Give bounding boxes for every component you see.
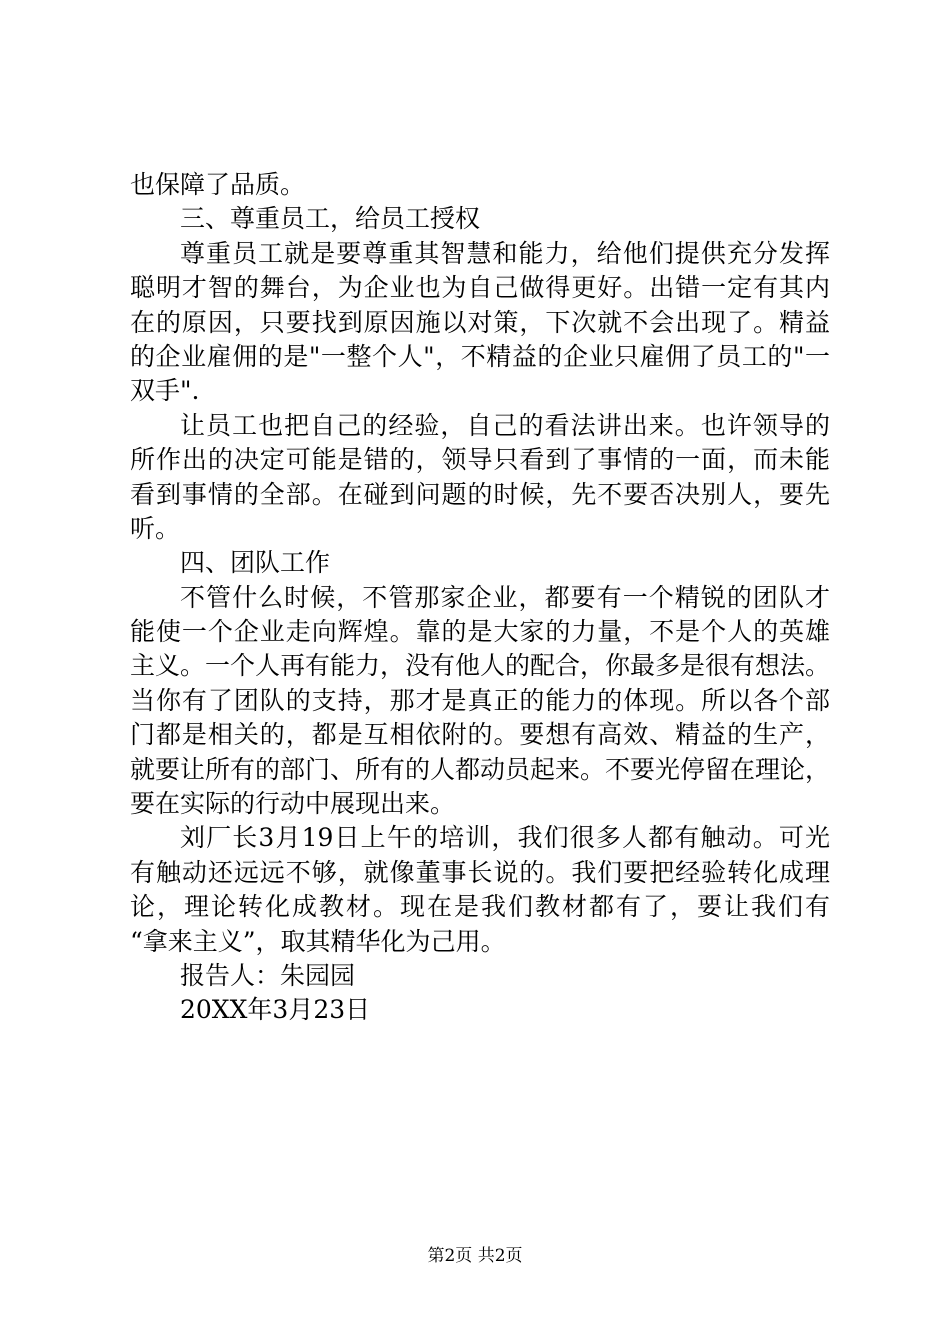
page-footer: 第2页 共2页 xyxy=(427,1246,523,1266)
text-line: 也保障了品质。 xyxy=(130,170,306,199)
text-line: 看到事情的全部。在碰到问题的时候，先不要否决别人，要先 xyxy=(130,479,830,509)
text-line: 论，理论转化成教材。现在是我们教材都有了，要让我们有 xyxy=(130,892,830,922)
text-line: 报告人：朱园园 xyxy=(180,960,356,990)
text-line: 聪明才智的舞台，为企业也为自己做得更好。出错一定有其内 xyxy=(130,273,830,303)
text-line: 三、尊重员工，给员工授权 xyxy=(180,204,481,234)
text-line: 让员工也把自己的经验，自己的看法讲出来。也许领导的 xyxy=(180,410,830,440)
text-line: 当你有了团队的支持，那才是真正的能力的体现。所以各个部 xyxy=(130,685,830,715)
text-line: 要在实际的行动中展现出来。 xyxy=(130,789,456,819)
text-line: 四、团队工作 xyxy=(180,548,331,578)
text-line: 所作出的决定可能是错的，领导只看到了事情的一面，而未能 xyxy=(130,445,830,475)
text-line: “拿来主义”，取其精华化为己用。 xyxy=(130,926,506,956)
text-line: 门都是相关的，都是互相依附的。要想有高效、精益的生产， xyxy=(130,720,830,750)
text-line: 20XX年3月23日 xyxy=(180,995,371,1025)
text-line: 在的原因，只要找到原因施以对策，下次就不会出现了。精益 xyxy=(130,307,830,337)
text-line: 尊重员工就是要尊重其智慧和能力，给他们提供充分发挥 xyxy=(180,238,830,268)
text-line: 有触动还远远不够，就像董事长说的。我们要把经验转化成理 xyxy=(130,857,830,887)
document-body xyxy=(130,168,830,1028)
text-line: 双手". xyxy=(130,376,200,406)
text-line: 不管什么时候，不管那家企业，都要有一个精锐的团队才 xyxy=(180,582,830,612)
text-line: 就要让所有的部门、所有的人都动员起来。不要光停留在理论， xyxy=(130,754,831,784)
text-line: 的企业雇佣的是"一整个人"，不精益的企业只雇佣了员工的"一 xyxy=(130,341,830,371)
text-line: 刘厂长3月19日上午的培训，我们很多人都有触动。可光 xyxy=(180,823,830,853)
text-line: 主义。一个人再有能力，没有他人的配合，你最多是很有想法。 xyxy=(130,651,831,681)
text-line: 能使一个企业走向辉煌。靠的是大家的力量，不是个人的英雄 xyxy=(130,617,830,647)
text-line: 听。 xyxy=(130,513,181,543)
